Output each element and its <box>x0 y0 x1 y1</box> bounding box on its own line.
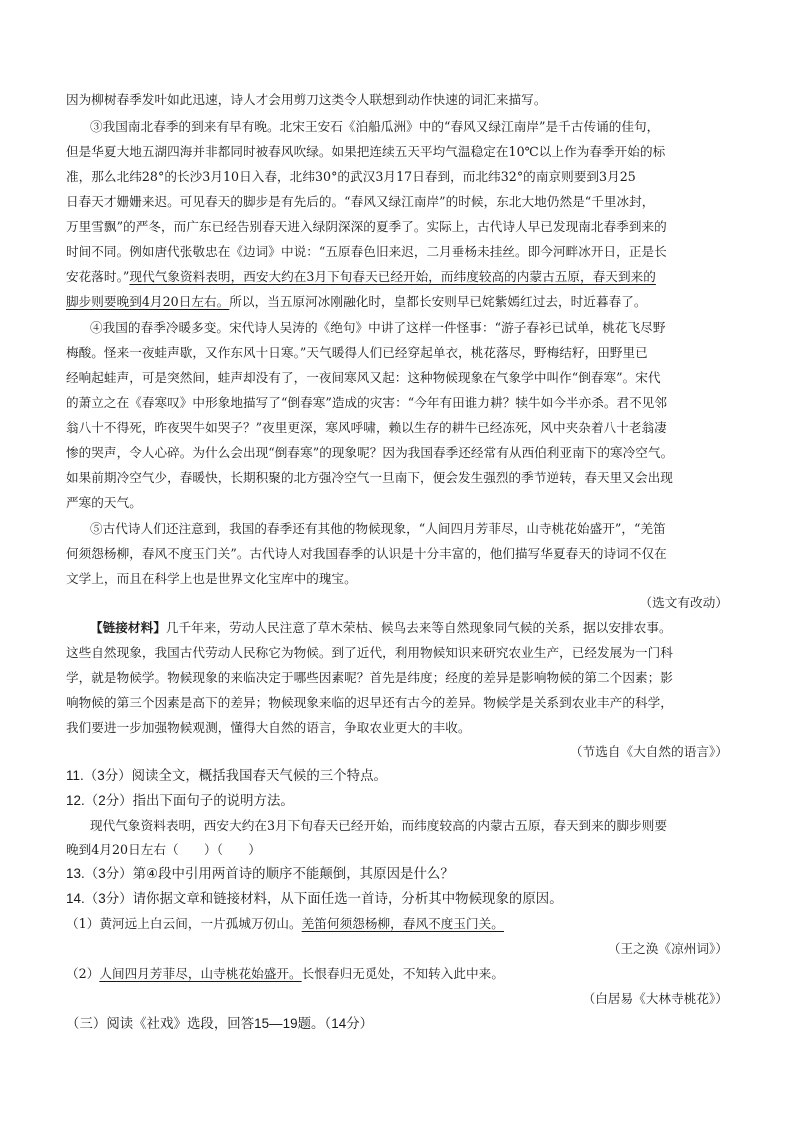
poem-1-underlined: 羌笛何须怨杨柳，春风不度玉门关。 <box>301 916 504 931</box>
poem-2-underlined: 人间四月芳菲尽，山寺桃花始盛开。 <box>99 966 302 981</box>
poem-2-text: 长恨春归无觅处，不知转入此中来。 <box>301 966 504 981</box>
poem-2 <box>66 962 734 986</box>
paragraph-4-line: ④我国的春季冷暖多变。宋代诗人吴涛的《绝句》中讲了这样一件怪事：“游子春衫已试单，桃花飞尽野 <box>90 320 666 335</box>
paragraph-3-line: 但是华夏大地五湖四海并非都同时被春风吹绿。如果把连续五天平均气温稳定在10℃以上作为春季开始的标 <box>66 144 666 159</box>
link-material-text: 几千年来，劳动人民注意了草木荣枯、候鸟去来等自然现象同气候的关系，据以安排农事。 <box>165 620 672 635</box>
poem-2-number: （2） <box>66 966 100 981</box>
question-11: 11.（3分）阅读全文，概括我国春天气候的三个特点。 <box>66 768 387 783</box>
question-14: 14.（3分）请你据文章和链接材料，从下面任选一首诗，分析其中物候现象的原因。 <box>66 891 563 906</box>
link-material-label: 【链接材料】 <box>90 620 166 635</box>
link-material-line: 这些自然现象，我国古代劳动人民称它为物候。到了近代，利用物候知识来研究农业生产，已经发展为一门科 <box>66 645 673 660</box>
poem-1 <box>66 912 734 936</box>
paragraph-5-line: 文学上，而且在科学上也是世界文化宝库中的瑰宝。 <box>66 571 357 586</box>
paragraph-5-line: ⑤古代诗人们还注意到，我国的春季还有其他的物候现象，“人间四月芳菲尽，山寺桃花始盛开”，“羌笛 <box>90 521 666 536</box>
poem-1-source: （王之涣《凉州词》） <box>607 941 728 956</box>
underlined-sentence: 脚步则要晚到4月20日左右。 <box>66 294 230 309</box>
link-material-source: （节选自《大自然的语言》） <box>569 744 728 759</box>
paragraph-3-line <box>66 265 734 289</box>
poem-2-source: （白居易《大林寺桃花》） <box>582 991 728 1006</box>
paragraph-4-line: 惨的哭声，令人心碎。为什么会出现“倒春寒”的现象呢？因为我国春季还经常有从西伯利亚南下的寒冷空气。 <box>66 445 674 460</box>
link-material-line <box>90 616 734 640</box>
paragraph-4-line: 翁八十不得死，昨夜哭牛如哭子？”夜里更深，寒风呼啸，赖以生存的耕牛已经冻死，风中夹杂着八十老翁凄 <box>66 420 667 435</box>
paragraph-4-line: 的萧立之在《春寒叹》中形象地描写了“倒春寒”造成的灾害：“今年有田谁力耕？犊牛如今半亦杀。君不见邻 <box>66 395 668 410</box>
paragraph-3-line: ③我国南北春季的到来有早有晚。北宋王安石《泊船瓜洲》中的“春风又绿江南岸”是千古传诵的佳句， <box>90 119 660 134</box>
poem-1-text: （1）黄河远上白云间，一片孤城万仞山。 <box>66 916 302 931</box>
paragraph-3-line <box>66 290 734 314</box>
paragraph-4-line: 经响起蛙声，可是突然间，蛙声却没有了，一夜间寒风又起：这种物候现象在气象学中叫作“倒春寒”。宋代 <box>66 370 661 385</box>
link-material-line: 学，就是物候学。物候现象的来临决定于哪些因素呢？首先是纬度；经度的差异是影响物候的第二个因素；影 <box>66 670 673 685</box>
passage-source: （选文有改动） <box>639 595 728 610</box>
question-12-sentence: 现代气象资料表明，西安大约在3月下旬春天已经开始，而纬度较高的内蒙古五原，春天到来的脚步则要 <box>90 818 668 833</box>
paragraph-3-text: 安花落时。” <box>66 269 130 284</box>
paragraph-4-line: 梅酸。怪来一夜蛙声歇，又作东风十日寒。”天气暖得人们已经穿起单衣，桃花落尽，野梅结籽，田野里已 <box>66 345 648 360</box>
underlined-sentence: 现代气象资料表明，西安大约在3月下旬春天已经开始，而纬度较高的内蒙古五原，春天到来的 <box>129 269 656 284</box>
link-material-line: 我们要进一步加强物候观测，懂得大自然的语言，争取农业更大的丰收。 <box>66 720 471 735</box>
paragraph-3-text: 所以，当五原河冰刚融化时，皇都长安则早已姹紫嫣红过去，时近暮春了。 <box>229 294 647 309</box>
question-12-answer-blanks: 晚到4月20日左右（ ）（ ） <box>66 842 261 857</box>
section-3-heading: （三）阅读《社戏》选段，回答15—19题。（14分） <box>66 1016 374 1031</box>
paragraph-4-line: 如果前期冷空气少，春暖快，长期积聚的北方强冷空气一旦南下，便会发生强烈的季节逆转，春天里又会出现 <box>66 470 673 485</box>
question-13: 13.（3分）第④段中引用两首诗的顺序不能颠倒，其原因是什么？ <box>66 866 454 881</box>
paragraph-3-line: 万里雪飘”的严冬，而广东已经告别春天进入绿阴深深的夏季了。实际上，古代诗人早已发现南北春季到来的 <box>66 219 667 234</box>
question-12: 12.（2分）指出下面句子的说明方法。 <box>66 793 294 808</box>
paragraph-4-line: 严寒的天气。 <box>66 495 142 510</box>
paragraph-3-line: 准，那么北纬28°的长沙3月10日入春，北纬30°的武汉3月17日春到，而北纬32°的南京则要到3月25 <box>66 169 636 184</box>
paragraph-3-line: 时间不同。例如唐代张敬忠在《边词》中说：“五原春色旧来迟，二月垂杨未挂丝。即今河畔冰开日，正是长 <box>66 244 667 259</box>
paragraph-3-line: 日春天才姗姗来迟。可见春天的脚步是有先后的。“春风又绿江南岸”的时候，东北大地仍然是“千里冰封， <box>66 194 655 209</box>
paragraph-5-line: 何须怨杨柳，春风不度玉门关”。古代诗人对我国春季的认识是十分丰富的，他们描写华夏春天的诗词不仅在 <box>66 546 667 561</box>
link-material-line: 响物候的第三个因素是高下的差异；物候现象来临的迟早还有古今的差异。物候学是关系到农业丰产的科学， <box>66 695 673 710</box>
paragraph-2-tail: 因为柳树春季发叶如此迅速，诗人才会用剪刀这类令人联想到动作快速的词汇来描写。 <box>66 92 547 107</box>
